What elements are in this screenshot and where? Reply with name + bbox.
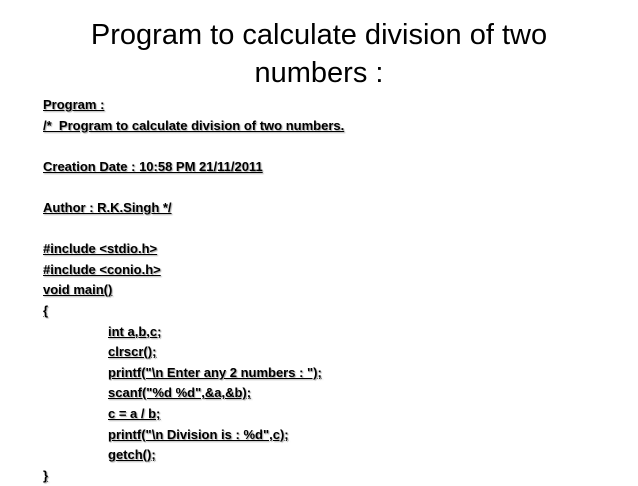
program-listing bbox=[43, 95, 344, 486]
code-line bbox=[43, 322, 344, 343]
code-line bbox=[43, 342, 344, 363]
code-text: printf("\n Division is : %d",c); bbox=[108, 426, 289, 442]
blank-line bbox=[43, 136, 344, 157]
open-brace: { bbox=[43, 302, 49, 318]
creation-date: Creation Date : 10:58 PM 21/11/2011 bbox=[43, 158, 263, 174]
code-text: clrscr(); bbox=[108, 344, 157, 360]
code-text: getch(); bbox=[108, 447, 156, 463]
main-declaration: void main() bbox=[43, 282, 113, 298]
code-text: printf("\n Enter any 2 numbers : "); bbox=[108, 364, 322, 380]
code-line bbox=[43, 404, 344, 425]
title-line-2: numbers : bbox=[254, 57, 384, 89]
code-text: scanf("%d %d",&a,&b); bbox=[108, 385, 252, 401]
author-line: Author : R.K.Singh */ bbox=[43, 199, 172, 215]
code-text: int a,b,c; bbox=[108, 323, 162, 339]
slide-title bbox=[20, 16, 618, 92]
code-text: c = a / b; bbox=[108, 405, 161, 421]
program-heading: Program : bbox=[43, 97, 105, 112]
blank-line bbox=[43, 177, 344, 198]
code-line bbox=[43, 425, 344, 446]
comment-line: /* Program to calculate division of two numbers. bbox=[43, 117, 345, 133]
title-line-1: Program to calculate division of two bbox=[90, 19, 548, 51]
code-line bbox=[43, 363, 344, 384]
code-line bbox=[43, 445, 344, 466]
blank-line bbox=[43, 219, 344, 240]
close-brace: } bbox=[43, 467, 49, 483]
include-stdio: #include <stdio.h> bbox=[43, 241, 158, 257]
include-conio: #include <conio.h> bbox=[43, 261, 161, 277]
code-line bbox=[43, 383, 344, 404]
